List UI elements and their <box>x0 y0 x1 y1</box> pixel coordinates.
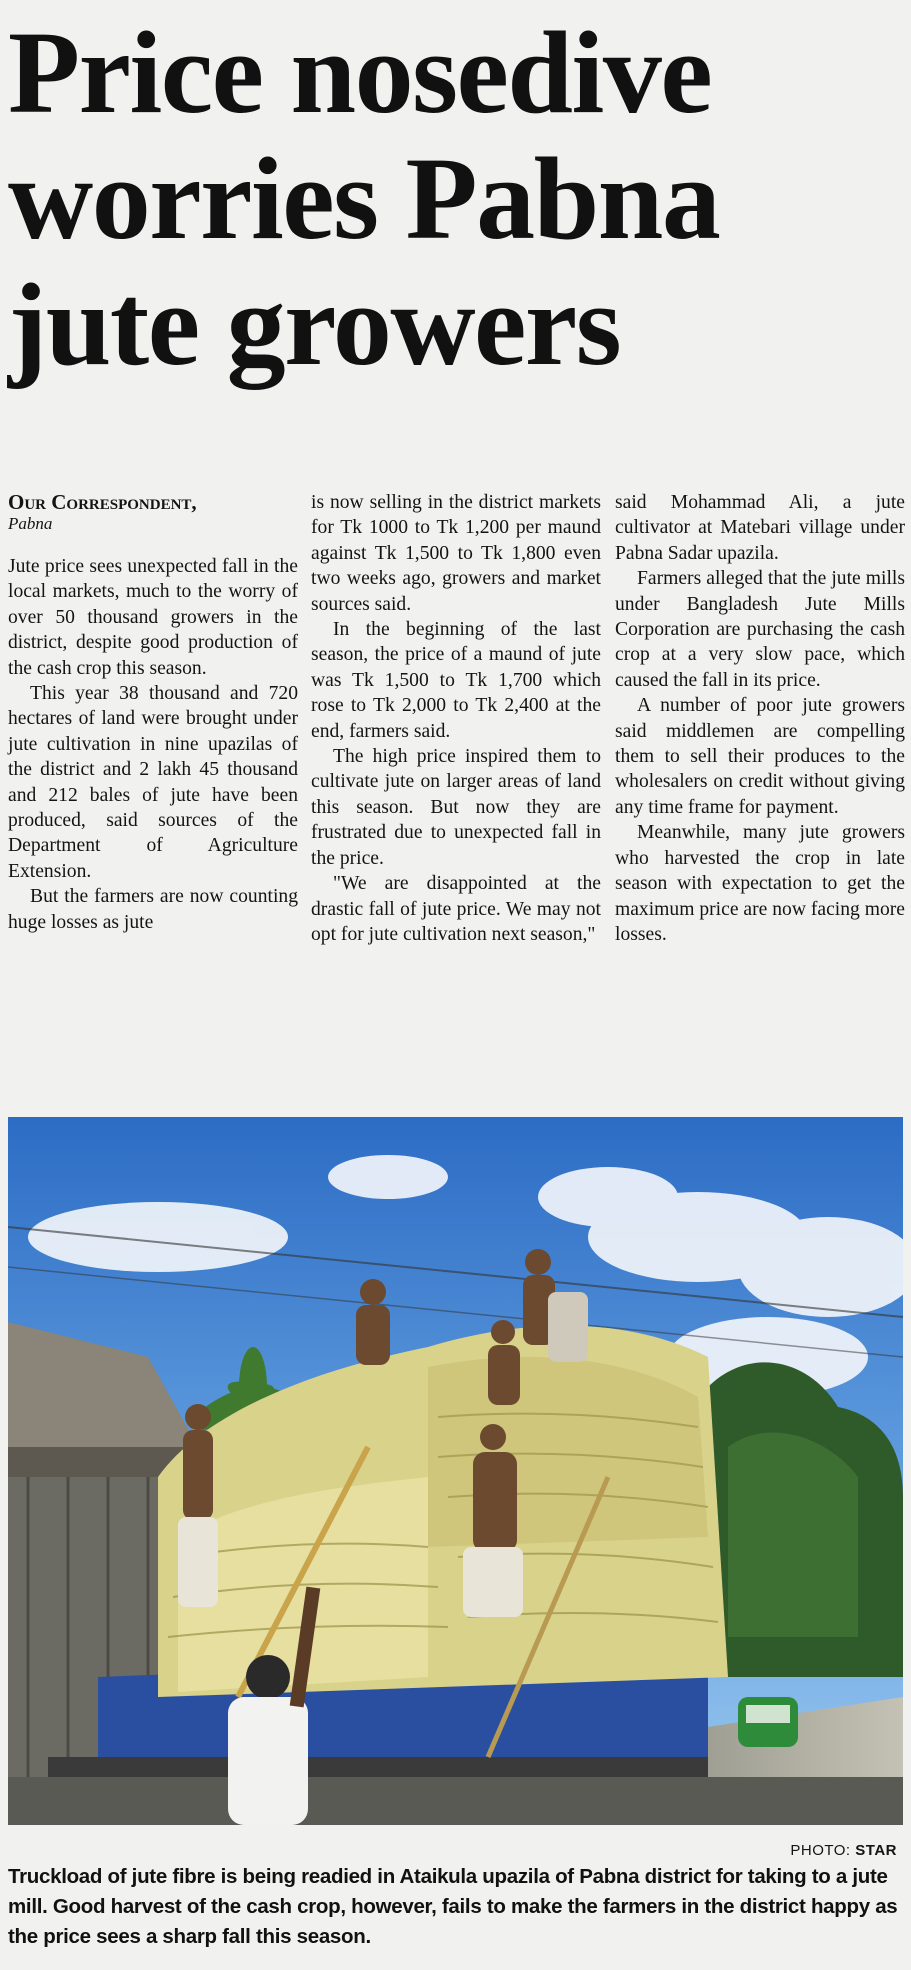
dateline: Pabna <box>8 514 53 533</box>
photo-credit-label: PHOTO: <box>790 1842 851 1859</box>
paragraph: is now selling in the district markets for Tk 1000 to Tk 1,200 per maund against Tk 1,500 to Tk 1,800 even two weeks ago, growers and market sources said. <box>311 492 601 615</box>
news-photo <box>8 1117 903 1825</box>
photo-credit-source: STAR <box>855 1842 897 1859</box>
paragraph: But the farmers are now counting huge losses as jute <box>8 886 298 933</box>
headline-line-2: worries Pabna <box>8 133 720 264</box>
paragraph: The high price inspired them to cultivate jute on larger areas of land this season. But now they are frustrated due to unexpected fall in the price. <box>311 746 601 869</box>
article-column-1 <box>8 490 298 935</box>
paragraph: "We are disappointed at the drastic fall of jute price. We may not opt for jute cultivation next season," <box>311 873 601 945</box>
article-column-3 <box>615 490 905 947</box>
headline-line-3: jute growers <box>8 259 621 390</box>
paragraph: Jute price sees unexpected fall in the local markets, much to the worry of over 50 thousand growers in the district, despite good production of the cash crop this season. <box>8 556 298 679</box>
byline: Our Correspondent, <box>8 490 197 514</box>
paragraph: said Mohammad Ali, a jute cultivator at Matebari village under Pabna Sadar upazila. <box>615 492 905 564</box>
headline <box>8 7 908 390</box>
paragraph: Meanwhile, many jute growers who harvested the crop in late season with expectation to get the maximum price are now facing more losses. <box>615 822 905 945</box>
headline-line-1: Price nosedive <box>8 7 712 138</box>
photo-caption: Truckload of jute fibre is being readied in Ataikula upazila of Pabna district for taking to a jute mill. Good harvest of the cash crop, however, fails to make the farmers in the district happy as the price sees a sharp fall this season. <box>8 1865 898 1948</box>
paragraph: Farmers alleged that the jute mills under Bangladesh Jute Mills Corporation are purchasing the cash crop at a very slow pace, which caused the fall in its price. <box>615 568 905 691</box>
article-column-2 <box>311 490 601 947</box>
paragraph: This year 38 thousand and 720 hectares of land were brought under jute cultivation in nine upazilas of the district and 2 lakh 45 thousand and 212 bales of jute have been produced, said sources of the Department of Agriculture Extension. <box>8 683 298 882</box>
paragraph: A number of poor jute growers said middlemen are compelling them to sell their produces to the wholesalers on credit without giving any time frame for payment. <box>615 695 905 818</box>
article-body <box>8 490 903 1100</box>
paragraph: In the beginning of the last season, the price of a maund of jute was Tk 1,500 to Tk 1,700 which rose to Tk 2,000 to Tk 2,400 at the end, farmers said. <box>311 619 601 742</box>
photo-credit <box>790 1842 897 1859</box>
